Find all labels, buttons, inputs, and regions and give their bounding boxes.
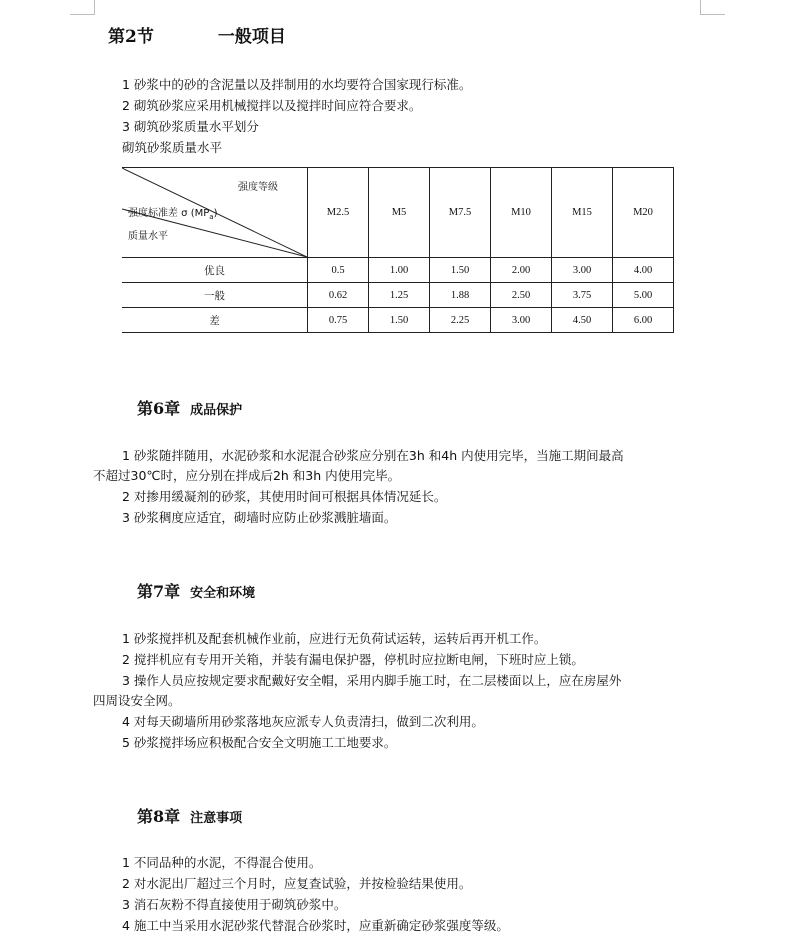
ch8-item-3: 3 消石灰粉不得直接使用于砌筑砂浆中。 <box>122 897 347 912</box>
chapter-number: 第7章 <box>137 582 181 601</box>
grade-header-m5: M5 <box>369 168 430 258</box>
row-label: 一般 <box>122 283 308 308</box>
chapter-title: 注意事项 <box>190 811 243 826</box>
row-label: 优良 <box>122 258 308 283</box>
table-caption: 砌筑砂浆质量水平 <box>122 140 223 155</box>
chapter-number: 第8章 <box>137 807 181 826</box>
table-cell: 3.75 <box>552 283 613 308</box>
general-item-3: 3 砌筑砂浆质量水平划分 <box>122 119 259 134</box>
table-cell: 4.00 <box>613 258 674 283</box>
table-cell: 1.50 <box>430 258 491 283</box>
table-cell: 6.00 <box>613 308 674 333</box>
section-number: 第2节 <box>108 27 154 47</box>
ch6-item-2: 2 对掺用缓凝剂的砂浆，其使用时间可根据具体情况延长。 <box>122 489 447 504</box>
table-cell: 1.00 <box>369 258 430 283</box>
table-cell: 3.00 <box>491 308 552 333</box>
ch8-item-1: 1 不同品种的水泥，不得混合使用。 <box>122 855 322 870</box>
table-header-row <box>122 168 674 258</box>
table-cell: 1.25 <box>369 283 430 308</box>
ch7-item-5: 5 砂浆搅拌场应积极配合安全文明施工工地要求。 <box>122 735 397 750</box>
grade-header-m15: M15 <box>552 168 613 258</box>
table-cell: 1.50 <box>369 308 430 333</box>
row-label: 差 <box>122 308 308 333</box>
ch8-item-4: 4 施工中当采用水泥砂浆代替混合砂浆时，应重新确定砂浆强度等级。 <box>122 918 509 933</box>
table-cell: 3.00 <box>552 258 613 283</box>
table-row <box>122 283 674 308</box>
table-cell: 2.25 <box>430 308 491 333</box>
chapter-8-heading <box>137 804 242 827</box>
grade-header-m10: M10 <box>491 168 552 258</box>
table-cell: 0.62 <box>308 283 369 308</box>
table-row <box>122 258 674 283</box>
mortar-quality-table <box>122 167 674 333</box>
grade-header-m7-5: M7.5 <box>430 168 491 258</box>
grade-header-m2-5: M2.5 <box>308 168 369 258</box>
table-cell: 2.50 <box>491 283 552 308</box>
table-cell: 0.5 <box>308 258 369 283</box>
section-title: 一般项目 <box>217 27 286 47</box>
general-item-1: 1 砂浆中的砂的含泥量以及拌制用的水均要符合国家现行标准。 <box>122 77 472 92</box>
corner-label-quality: 质量水平 <box>128 231 168 242</box>
general-item-2: 2 砌筑砂浆应采用机械搅拌以及搅拌时间应符合要求。 <box>122 98 422 113</box>
table-cell: 1.88 <box>430 283 491 308</box>
corner-label-deviation: 强度标准差 σ $(MP_a)$ <box>128 208 218 221</box>
chapter-title: 成品保护 <box>190 403 243 418</box>
ch6-item-1: 1 砂浆随拌随用，水泥砂浆和水泥混合砂浆应分别在3h 和4h 内使用完毕，当施工期间最高 <box>122 448 624 463</box>
section-heading <box>108 22 286 47</box>
corner-label-grade: 强度等级 <box>238 182 278 193</box>
chapter-title: 安全和环境 <box>190 586 256 601</box>
ch7-item-4: 4 对每天砌墙所用砂浆落地灰应派专人负责清扫，做到二次利用。 <box>122 714 484 729</box>
table-cell: 5.00 <box>613 283 674 308</box>
ch6-item-3: 3 砂浆稠度应适宜，砌墙时应防止砂浆溅脏墙面。 <box>122 510 397 525</box>
ch7-item-2: 2 搅拌机应有专用开关箱，并装有漏电保护器，停机时应拉断电闸，下班时应上锁。 <box>122 652 584 667</box>
ch8-item-2: 2 对水泥出厂超过三个月时，应复查试验，并按检验结果使用。 <box>122 876 472 891</box>
ch6-item-1-cont: 不超过30℃时，应分别在拌成后2h 和3h 内使用完毕。 <box>93 468 401 483</box>
chapter-number: 第6章 <box>137 399 181 418</box>
table-cell: 2.00 <box>491 258 552 283</box>
chapter-7-heading <box>137 579 255 602</box>
ch7-item-3-cont: 四周设安全网。 <box>93 693 181 708</box>
crop-mark-top-right <box>700 0 725 15</box>
table-corner-cell <box>122 168 308 258</box>
ch7-item-1: 1 砂浆搅拌机及配套机械作业前，应进行无负荷试运转，运转后再开机工作。 <box>122 631 547 646</box>
table-cell: 4.50 <box>552 308 613 333</box>
table-row <box>122 308 674 333</box>
crop-mark-top-left <box>70 0 95 15</box>
ch7-item-3: 3 操作人员应按规定要求配戴好安全帽，采用内脚手施工时，在二层楼面以上，应在房屋外 <box>122 673 622 688</box>
chapter-6-heading <box>137 396 242 419</box>
table-cell: 0.75 <box>308 308 369 333</box>
grade-header-m20: M20 <box>613 168 674 258</box>
